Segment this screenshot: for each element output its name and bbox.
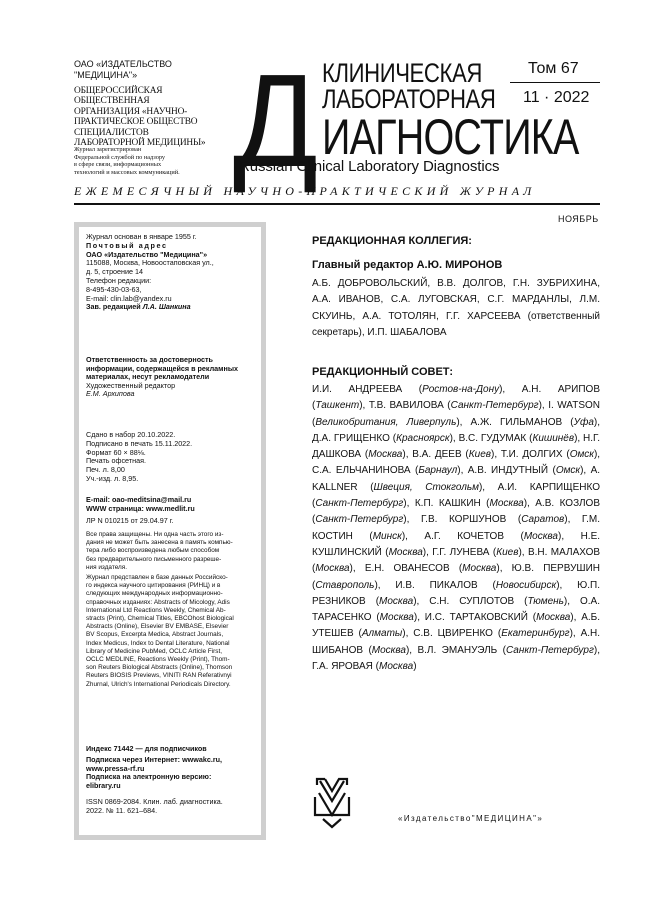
council-member-city: Москва [379, 661, 414, 673]
council-member: А.В. ИНДУТНЫЙ (Омск), [467, 465, 591, 477]
issue-month: НОЯБРЬ [558, 214, 599, 224]
council-member: A. KALLNER (Швеция, Стокгольм), [312, 465, 601, 493]
council-member: С.Н. СУПЛОТОВ (Тюмень), [429, 595, 580, 607]
council-member-city: Минск [372, 530, 402, 542]
council-member-city: Ростов-на-Дону [422, 384, 500, 395]
council-member-city: Ставрополь [315, 579, 375, 591]
masthead-line-2: ЛАБОРАТОРНАЯ [322, 84, 496, 114]
council-member-name: Е.Н. ОВАНЕСОВ [364, 563, 450, 575]
council-member: В.Н. МАЛАХОВ (Москва), [312, 546, 601, 575]
council-member-name: Г.М. КОСТИН [312, 514, 600, 542]
council-member-city: Киев [468, 449, 491, 461]
council-member: А.И. КАРПИЩЕНКО (Санкт-Петербург), [312, 481, 600, 510]
council-member: К.П. КАШКИН (Москва), [414, 498, 536, 510]
council-member-city: Уфа [573, 416, 594, 428]
masthead-english-title: Russian Clinical Laboratory Diagnostics [239, 158, 500, 175]
council-member-city: Ташкент [315, 400, 360, 412]
council-member-name: А.В. КОЗЛОВ [535, 498, 601, 510]
registration-note: Журнал зарегистрирован Федеральной службой по надзору в сфере связи, информационных технологий и массовых коммуникаций. [74, 146, 180, 176]
print-details: Сдано в набор 20.10.2022. Подписано в печать 15.11.2022. Формат 60 × 88⅛. Печать офсетная. Печ. л. 8,00 Уч.-изд. л. 8,95. [86, 430, 193, 483]
council-member-city: Тюмень [527, 595, 564, 607]
council-member: Г.А. ЯРОВАЯ (Москва) [312, 661, 417, 673]
council-member-name: К.П. КАШКИН [414, 498, 481, 510]
volume-divider [510, 82, 600, 83]
editorial-council-heading: РЕДАКЦИОННЫЙ СОВЕТ: [312, 366, 454, 378]
council-member-name: С.В. ЦВИРЕНКО [413, 628, 493, 640]
council-member: Г.Г. ЛУНЕВА (Киев), [432, 546, 528, 558]
council-member-name: И.С. ТАРТАКОВСКИЙ [424, 612, 528, 624]
imprint-contacts: Журнал основан в январе 1955 г. Почтовый адрес ОАО «Издательство "Медицина"» 115088, Москва, Новоостаповская ул., д. 5, строение 14 Телефон редакции: 8-495-430-03-63, E-mail: clin.lab@yandex.ru Зав. редакцией Л.А. Шанкина [86, 232, 214, 312]
council-member-name: Ю.В. ПЕРВУШИН [511, 563, 600, 575]
council-member: А.Г. КОЧЕТОВ (Москва), [424, 530, 581, 542]
council-member: А.Б. УТЕШЕВ (Алматы), [312, 612, 601, 640]
indexing-info: Журнал представлен в базе данных Российско- го индекса научного цитирования (РИНЦ) и в следующих международных информационно- справочных изданиях: Abstracts of Micology, Adis International Ltd Reactions Weekly, Chemical Ab- stracts (Print), Chemical Titles, EBCOhost Biological Abstracts (Online), Elsevier BV EMBASE, Elsevier BV Scopus, Excerpta Medica, Abstract Journals, Index Medicus, Index to Dental Literature, National Library of Medicine PubMed, OCLC Article First, OCLC MEDLINE, Reactions Weekly (Print), Thom- son Reuters Biological Abstracts (Online), Thomson Reuters BIOSIS Previews, VINITI RAN Referativnyi Zhurnal, Ulrich's International Periodicals Directory. [86, 574, 234, 688]
issue-number: 11 · 2022 [523, 89, 590, 106]
publisher-website: WWW страница: www.medlit.ru [86, 503, 195, 513]
council-member-name: С.Н. СУПЛОТОВ [429, 595, 515, 607]
council-member-name: В.С. ГУДУМАК [458, 432, 527, 444]
council-member-city: Москва [379, 595, 414, 607]
council-member-city: Москва [489, 498, 524, 510]
publisher-web: E-mail: oao-meditsina@mail.ru WWW страница: www.medlit.ru ЛР N 010215 от 29.04.97 г. [86, 496, 261, 525]
council-member-name: Г.А. ЯРОВАЯ [312, 661, 373, 673]
council-member: Н.Е. КУШЛИНСКИЙ (Москва), [312, 530, 601, 558]
masthead-big-letter: Д [233, 47, 317, 194]
council-member: Т.В. ВАВИЛОВА (Санкт-Петербург), [368, 400, 549, 412]
council-member-city: Великобритания, Ливерпуль [315, 416, 457, 428]
publisher-name: ОАО «ИЗДАТЕЛЬСТВО "МЕДИЦИНА"» [74, 59, 172, 80]
council-member-name: A. KALLNER [312, 465, 601, 493]
council-member: Е.Н. ОВАНЕСОВ (Москва), [364, 563, 512, 575]
council-member: С.В. ЦВИРЕНКО (Екатеринбург), [413, 628, 581, 640]
council-member: Ю.В. ПЕРВУШИН (Ставрополь), [312, 563, 600, 591]
council-member-name: О.А. ТАРАСЕНКО [312, 595, 601, 624]
council-member-name: А.Г. КОЧЕТОВ [424, 530, 505, 542]
council-member-name: И.И. АНДРЕЕВА [312, 384, 403, 395]
subscription-info: Индекс 71442 — для подписчиков Подписка через Интернет: wwwakc.ru, www.pressa-rf.ru Подписка на электронную версию: elibrary.ru [86, 744, 223, 791]
council-member-city: Саратов [521, 514, 565, 526]
editorial-board-heading: РЕДАКЦИОННАЯ КОЛЛЕГИЯ: [312, 235, 472, 247]
council-member: Т.И. ДОЛГИХ (Омск), [500, 449, 601, 461]
council-member-name: И.В. ПИКАЛОВ [395, 579, 478, 591]
council-member: Ю.П. РЕЗНИКОВ (Москва), [312, 579, 600, 607]
editorial-council-members [312, 382, 600, 675]
editorial-board-members: А.Б. ДОБРОВОЛЬСКИЙ, В.В. ДОЛГОВ, Г.Н. ЗУБРИХИНА, А.А. ИВАНОВ, С.А. ЛУГОВСКАЯ, С.Г. МАРДАНЛЫ, Л.М. СКУИНЬ, А.А. ТОТОЛЯН, Г.Г. ХАРСЕЕВА (ответственный секретарь), И.П. ШАБАЛОВА [312, 278, 600, 338]
council-member-name: Н.Г. ДАШКОВА [312, 432, 601, 461]
publisher-logo [311, 775, 353, 829]
journal-tagline: ЕЖЕМЕСЯЧНЫЙ НАУЧНО-ПРАКТИЧЕСКИЙ ЖУРНАЛ [74, 184, 536, 198]
council-member-name: А.Н. ШИБАНОВ [312, 628, 601, 656]
council-member: Г.В. КОРШУНОВ (Саратов), [420, 514, 582, 526]
council-member-city: Москва [523, 530, 558, 542]
council-member-name: I. WATSON [548, 400, 601, 412]
masthead-line-3: ИАГНОСТИКА [322, 109, 579, 165]
masthead-rule [74, 203, 600, 205]
council-member: С.А. ЕЛЬЧАНИНОВА (Барнаул), [312, 465, 468, 477]
council-member-city: Москва [462, 563, 497, 575]
council-member-name: Д.А. ГРИЩЕНКО [312, 432, 390, 444]
council-member: Н.Г. ДАШКОВА (Москва), [312, 432, 601, 461]
copyright-notice: Все права защищены. Ни одна часть этого из- дания не может быть занесена в память компью- тера либо воспроизведена любым способом без предварительного письменного разреше- ния издателя. [86, 531, 233, 571]
chief-editor: Главный редактор А.Ю. МИРОНОВ [312, 259, 503, 271]
council-member-city: Омск [569, 449, 594, 461]
council-member-name: А.В. ИНДУТНЫЙ [467, 465, 549, 477]
council-member-city: Алматы [361, 628, 403, 640]
council-member: Д.А. ГРИЩЕНКО (Красноярск), [312, 432, 459, 444]
council-member-name: В.Н. МАЛАХОВ [527, 546, 601, 558]
council-member: А.В. КОЗЛОВ (Санкт-Петербург), [312, 498, 601, 526]
council-member-city: Санкт-Петербург [505, 644, 594, 656]
council-member-name: А.Б. УТЕШЕВ [312, 612, 601, 640]
council-member-name: А.Ж. ГИЛЬМАНОВ [470, 416, 563, 428]
council-member: И.И. АНДРЕЕВА (Ростов-на-Дону), [312, 384, 522, 395]
council-member: А.Н. ШИБАНОВ (Москва), [312, 628, 601, 656]
council-member-city: Екатеринбург [501, 628, 570, 640]
council-member-city: Санкт-Петербург [450, 400, 539, 412]
council-member: А.Ж. ГИЛЬМАНОВ (Уфа), [470, 416, 601, 428]
council-member-name: В.Л. ЭМАНУЭЛЬ [417, 644, 498, 656]
council-member-city: Москва [388, 546, 423, 558]
council-member-name: А.Н. АРИПОВ [521, 384, 600, 395]
masthead-line-1: КЛИНИЧЕСКАЯ [322, 58, 482, 88]
volume-number: Том 67 [528, 60, 579, 77]
council-member-name: С.А. ЕЛЬЧАНИНОВА [312, 465, 411, 477]
council-member-name: Т.И. ДОЛГИХ [500, 449, 563, 461]
council-member-name: Т.В. ВАВИЛОВА [368, 400, 444, 412]
council-member: И.В. ПИКАЛОВ (Новосибирск), [395, 579, 578, 591]
advertising-disclaimer: Ответственность за достоверность информации, содержащейся в рекламных материалах, несут рекламодатели Художественный редактор Е.М. Архипова [86, 355, 238, 399]
council-member-name: Г.В. КОРШУНОВ [420, 514, 507, 526]
council-member: И.С. ТАРТАКОВСКИЙ (Москва), [424, 612, 582, 624]
council-member-name: Н.Е. КУШЛИНСКИЙ [312, 530, 601, 558]
council-member: Г.М. КОСТИН (Минск), [312, 514, 600, 542]
council-member-name: В.А. ДЕЕВ [412, 449, 462, 461]
council-member-name: Г.Г. ЛУНЕВА [432, 546, 490, 558]
council-member-city: Москва [371, 644, 406, 656]
council-member-city: Санкт-Петербург [315, 514, 404, 526]
council-member-city: Москва [379, 612, 414, 624]
council-member-city: Барнаул [418, 465, 458, 477]
publisher-footer-name: «Издательство"МЕДИЦИНА"» [398, 814, 544, 823]
council-member-city: Новосибирск [495, 579, 557, 591]
council-member: В.С. ГУДУМАК (Кишинёв), [458, 432, 584, 444]
council-member-city: Красноярск [396, 432, 450, 444]
council-member-city: Москва [315, 563, 350, 575]
council-member-city: Киев [496, 546, 519, 558]
council-member: О.А. ТАРАСЕНКО (Москва), [312, 595, 601, 624]
council-member: В.А. ДЕЕВ (Киев), [412, 449, 501, 461]
publisher-email: E-mail: oao-meditsina@mail.ru [86, 495, 192, 504]
council-member-city: Швеция, Стокгольм [373, 481, 479, 493]
council-member-city: Санкт-Петербург [315, 498, 404, 510]
issn-info: ISSN 0869-2084. Клин. лаб. диагностика. 2022. № 11. 621–684. [86, 797, 223, 815]
council-member: А.Н. АРИПОВ (Ташкент), [312, 384, 600, 412]
council-member-name: Ю.П. РЕЗНИКОВ [312, 579, 600, 607]
council-member-city: Омск [555, 465, 581, 477]
council-member: В.Л. ЭМАНУЭЛЬ (Санкт-Петербург), [417, 644, 600, 656]
council-member: I. WATSON (Великобритания, Ливерпуль), [312, 400, 601, 428]
council-member-name: А.И. КАРПИЩЕНКО [497, 481, 600, 493]
council-member-city: Москва [536, 612, 571, 624]
council-member-city: Кишинёв [532, 432, 575, 444]
publisher-organization: ОБЩЕРОССИЙСКАЯ ОБЩЕСТВЕННАЯ ОРГАНИЗАЦИЯ «НАУЧНО- ПРАКТИЧЕСКОЕ ОБЩЕСТВО СПЕЦИАЛИСТОВ ЛАБОРАТОРНОЙ МЕДИЦИНЫ» [74, 86, 206, 149]
council-member-city: Москва [368, 449, 403, 461]
